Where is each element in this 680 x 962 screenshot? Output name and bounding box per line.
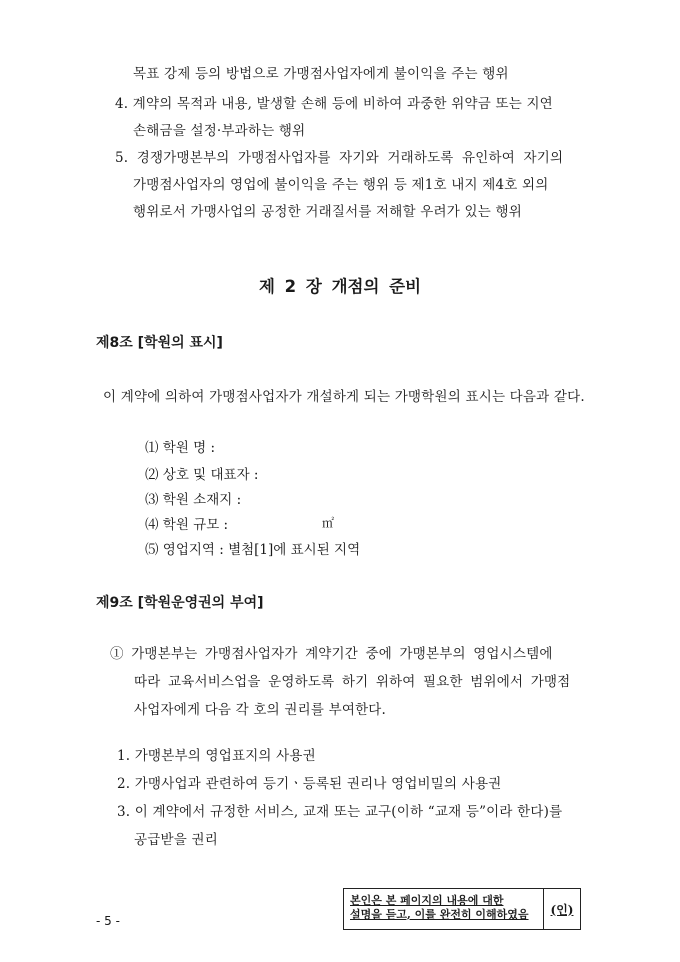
seal-cell bbox=[543, 889, 580, 929]
list-item-4-continuation: 손해금을 설정·부과하는 행위 bbox=[133, 123, 306, 139]
article9-list-item-1: 1. 가맹본부의 영업표지의 사용권 bbox=[117, 748, 316, 764]
article8-item-trade-name: ⑵ 상호 및 대표자 : bbox=[145, 467, 259, 483]
area-unit: ㎡ bbox=[322, 516, 335, 530]
list-item-5: 5. 경쟁가맹본부의 가맹점사업자를 자기와 거래하도록 유인하여 자기의 bbox=[115, 150, 564, 166]
page-number: - 5 - bbox=[96, 914, 120, 928]
article9-list-item-3: 3. 이 계약에서 규정한 서비스, 교재 또는 교구(이하 “교재 등”이라 한다)를 bbox=[117, 804, 563, 820]
list-item-4: 4. 계약의 목적과 내용, 발생할 손해 등에 비하여 과중한 위약금 또는 지연 bbox=[115, 96, 553, 112]
confirmation-line-1: 본인은 본 페이지의 내용에 대한 bbox=[350, 894, 504, 907]
confirmation-box bbox=[343, 888, 581, 930]
seal-mark: (인) bbox=[550, 902, 574, 917]
article8-item-size: ⑷ 학원 규모 : bbox=[145, 517, 229, 533]
list-item-5-continuation-2: 행위로서 가맹사업의 공정한 거래질서를 저해할 우려가 있는 행위 bbox=[133, 204, 522, 220]
article8-intro: 이 계약에 의하여 가맹점사업자가 개설하게 되는 가맹학원의 표시는 다음과 같다. bbox=[103, 389, 585, 405]
article9-paragraph-line-3: 사업자에게 다음 각 호의 권리를 부여한다. bbox=[134, 702, 387, 718]
article8-title: 제8조 [학원의 표시] bbox=[96, 335, 223, 351]
article8-item-academy-name: ⑴ 학원 명 : bbox=[145, 440, 216, 456]
article8-item-location: ⑶ 학원 소재지 : bbox=[145, 492, 242, 508]
confirmation-text bbox=[344, 889, 543, 929]
article8-item-territory: ⑸ 영업지역 : 별첨[1]에 표시된 지역 bbox=[145, 542, 361, 558]
article9-title: 제9조 [학원운영권의 부여] bbox=[96, 595, 264, 611]
confirmation-line-2: 설명을 듣고, 이를 완전히 이해하였음 bbox=[350, 908, 529, 921]
article9-list-item-3-continuation: 공급받을 권리 bbox=[134, 832, 218, 848]
chapter-title: 제 2 장 개점의 준비 bbox=[258, 277, 422, 296]
list-item-5-continuation-1: 가맹점사업자의 영업에 불이익을 주는 행위 등 제1호 내지 제4호 외의 bbox=[133, 177, 549, 193]
article9-list-item-2: 2. 가맹사업과 관련하여 등기ㆍ등록된 권리나 영업비밀의 사용권 bbox=[117, 776, 502, 792]
article9-paragraph-line-1: ① 가맹본부는 가맹점사업자가 계약기간 중에 가맹본부의 영업시스템에 bbox=[110, 646, 553, 662]
article9-paragraph-line-2: 따라 교육서비스업을 운영하도록 하기 위하여 필요한 범위에서 가맹점 bbox=[134, 674, 571, 690]
list-item-continuation: 목표 강제 등의 방법으로 가맹점사업자에게 불이익을 주는 행위 bbox=[133, 66, 509, 82]
